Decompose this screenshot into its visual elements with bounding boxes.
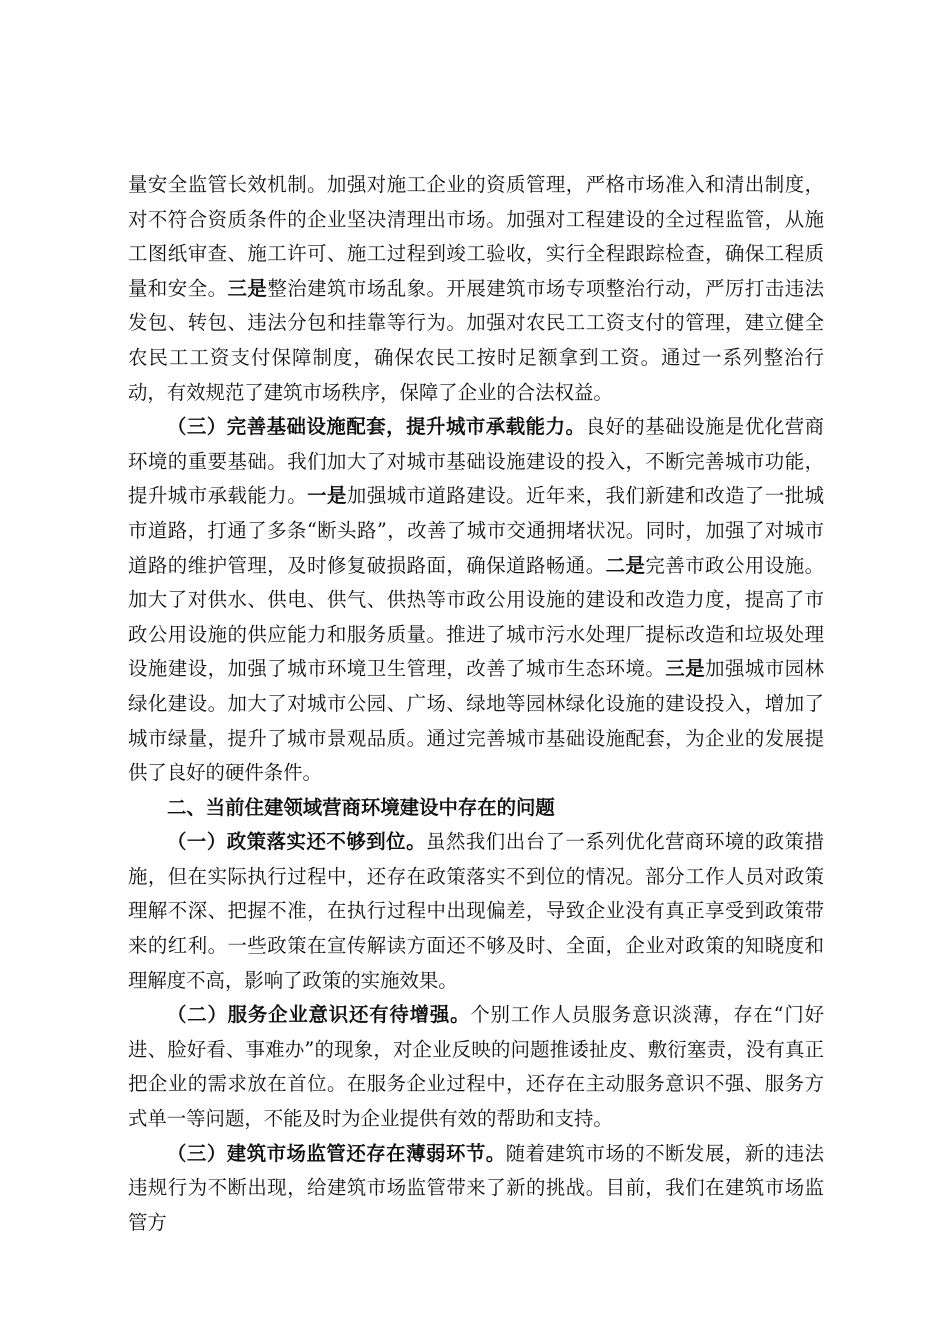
text-segment: 个别工作人员服务意识淡薄，存在“门好进、脸好看、事难办”的现象，对企业反映的问题推诿扯皮、敷衍塞责，没有真正把企业的需求放在首位。在服务企业过程中，还存在主动服务意识不强、服务方式单一等问题，不能及时为企业提供有效的帮助和支持。: [128, 1003, 825, 1131]
document-body: [128, 168, 824, 1240]
text-segment: 完善市政公用设施。加大了对供水、供电、供气、供热等市政公用设施的建设和改造力度，提高了市政公用设施的供应能力和服务质量。推进了城市污水处理厂提标改造和垃圾处理设施建设，加强了城市环境卫生管理，改善了城市生态环境。: [128, 553, 825, 681]
section-heading-infrastructure: （三）完善基础设施配套，提升城市承载能力。: [167, 415, 586, 439]
bold-marker-sanshi: 三是: [665, 657, 706, 681]
text-segment: 良好的基础设施是优化营商环境的重要基础。我们加大了对城市基础设施建设的投入，不断完善城市功能，提升城市承载能力。: [128, 415, 825, 508]
text-segment: 量安全监管长效机制。加强对施工企业的资质管理，严格市场准入和清出制度，对不符合资质条件的企业坚决清理出市场。加强对工程建设的全过程监管，从施工图纸审查、施工许可、施工过程到竣工验收，实行全程跟踪检查，确保工程质量和安全。: [128, 173, 824, 300]
paragraph-policy-implementation: [128, 825, 824, 998]
heading-text: 二、当前住建领域营商环境建设中存在的问题: [167, 795, 555, 819]
section-heading-supervision: （三）建筑市场监管还存在薄弱环节。: [167, 1141, 506, 1165]
text-segment: 加强城市园林绿化建设。加大了对城市公园、广场、绿地等园林绿化设施的建设投入，增加了城市绿量，提升了城市景观品质。通过完善城市基础设施配套，为企业的发展提供了良好的硬件条件。: [128, 657, 825, 785]
bold-marker-sanshi: 三是: [227, 276, 268, 300]
text-segment: 整治建筑市场乱象。开展建筑市场专项整治行动，严厉打击违法发包、转包、违法分包和挂靠等行为。加强对农民工工资支付的管理，建立健全农民工工资支付保障制度，确保农民工按时足额拿到工资。通过一系列整治行动，有效规范了建筑市场秩序，保障了企业的合法权益。: [128, 276, 825, 404]
section-heading-policy: （一）政策落实还不够到位。: [167, 830, 427, 854]
section-heading-service: （二）服务企业意识还有待增强。: [167, 1003, 471, 1027]
bold-marker-yishi: 一是: [307, 484, 347, 508]
paragraph-continued-regulation: [128, 168, 824, 410]
bold-marker-ershi: 二是: [605, 553, 646, 577]
text-segment: 随着建筑市场的不断发展，新的违法违规行为不断出现，给建筑市场监管带来了新的挑战。目前，我们在建筑市场监管方: [128, 1141, 825, 1234]
paragraph-service-awareness: [128, 998, 824, 1136]
paragraph-infrastructure: [128, 410, 824, 791]
text-segment: 加强城市道路建设。近年来，我们新建和改造了一批城市道路，打通了多条“断头路”，改善了城市交通拥堵状况。同时，加强了对城市道路的维护管理，及时修复破损路面，确保道路畅通。: [128, 484, 825, 577]
section-heading-problems: [128, 791, 824, 826]
paragraph-market-supervision: [128, 1137, 824, 1241]
text-segment: 虽然我们出台了一系列优化营商环境的政策措施，但在实际执行过程中，还存在政策落实不到位的情况。部分工作人员对政策理解不深、把握不准，在执行过程中出现偏差，导致企业没有真正享受到政策带来的红利。一些政策在宣传解读方面还不够及时、全面，企业对政策的知晓度和理解度不高，影响了政策的实施效果。: [128, 830, 825, 992]
